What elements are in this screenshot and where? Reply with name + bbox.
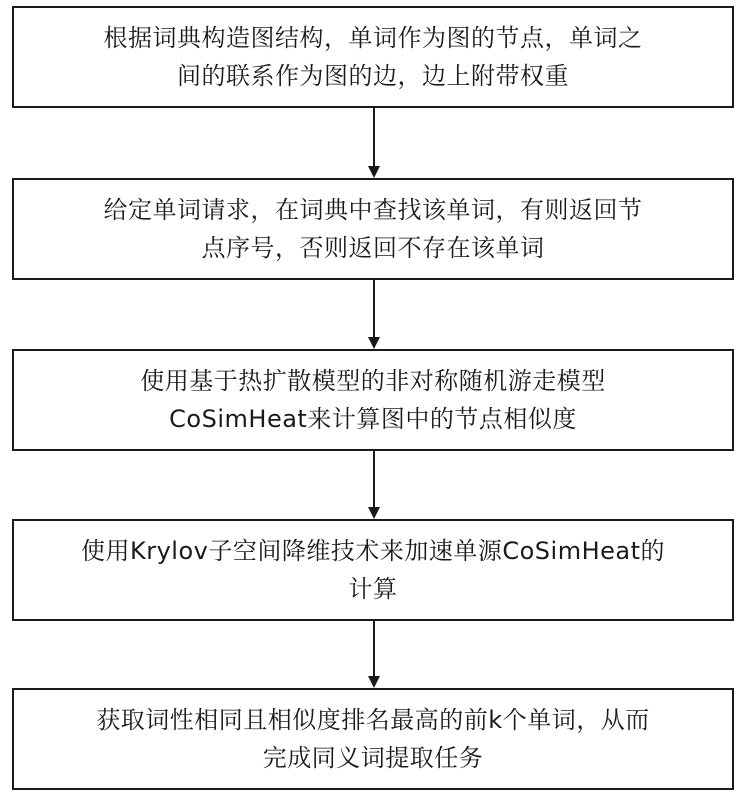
step-4-line-1: 使用Krylov子空间降维技术来加速单源CoSimHeat的: [80, 537, 665, 565]
arrow-shaft: [373, 108, 375, 166]
step-1-text: [86, 19, 661, 95]
step-3-box: [12, 349, 734, 451]
step-3-text: [122, 362, 624, 438]
step-5-line-2: 完成同义词提取任务: [262, 744, 484, 772]
step-1-line-1: 根据词典构造图结构，单词作为图的节点，单词之: [103, 24, 643, 52]
arrow-shaft: [373, 451, 375, 507]
step-3-line-1: 使用基于热扩散模型的非对称随机游走模型: [140, 367, 606, 395]
step-5-box: [12, 688, 734, 790]
arrow-head-icon: [368, 507, 380, 519]
step-1-line-2: 间的联系作为图的边，边上附带权重: [177, 62, 569, 90]
step-5-text: [78, 701, 667, 777]
step-2-line-1: 给定单词请求，在词典中查找该单词，有则返回节: [103, 196, 643, 224]
arrow-step-2-to-3: [372, 280, 376, 349]
arrow-head-icon: [368, 676, 380, 688]
step-3-line-2: CoSimHeat来计算图中的节点相似度: [169, 405, 577, 433]
step-4-box: [12, 519, 734, 621]
arrow-step-3-to-4: [372, 451, 376, 519]
step-2-line-2: 点序号，否则返回不存在该单词: [201, 234, 545, 262]
arrow-step-1-to-2: [372, 108, 376, 178]
arrow-shaft: [373, 621, 375, 676]
step-4-line-2: 计算: [348, 575, 398, 603]
arrow-head-icon: [368, 337, 380, 349]
step-2-text: [86, 191, 661, 267]
step-1-box: [12, 6, 734, 108]
step-4-text: [63, 532, 683, 608]
arrow-step-4-to-5: [372, 621, 376, 688]
arrow-head-icon: [368, 166, 380, 178]
step-5-line-1: 获取词性相同且相似度排名最高的前k个单词，从而: [96, 706, 650, 734]
step-2-box: [12, 178, 734, 280]
arrow-shaft: [373, 280, 375, 337]
